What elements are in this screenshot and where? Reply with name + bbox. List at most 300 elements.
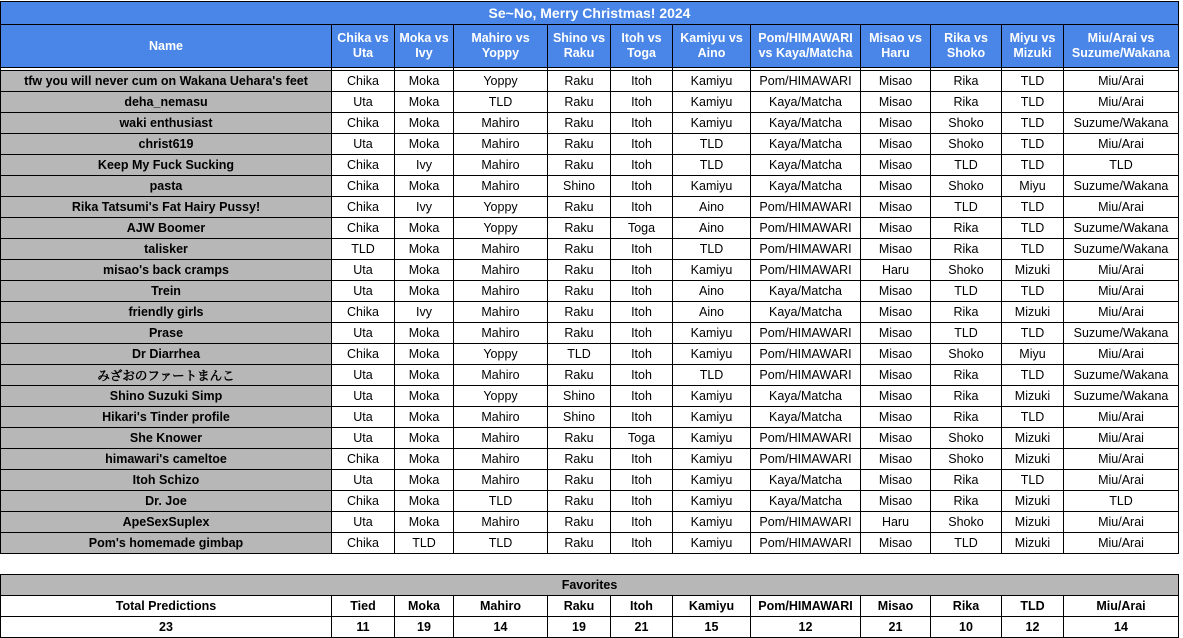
prediction-cell[interactable]: TLD — [395, 533, 454, 554]
prediction-cell[interactable]: Kaya/Matcha — [751, 92, 861, 113]
favorite-label-cell[interactable]: Pom/HIMAWARI — [751, 596, 861, 617]
prediction-cell[interactable]: Kaya/Matcha — [751, 113, 861, 134]
prediction-cell[interactable]: Mahiro — [454, 428, 548, 449]
prediction-cell[interactable]: Itoh — [611, 281, 673, 302]
prediction-cell[interactable]: Kamiyu — [673, 113, 751, 134]
prediction-cell[interactable]: Itoh — [611, 365, 673, 386]
favorite-label-cell[interactable]: Mahiro — [454, 596, 548, 617]
participant-name-cell[interactable]: Keep My Fuck Sucking — [1, 155, 332, 176]
match-column-header[interactable]: Rika vs Shoko — [931, 25, 1002, 68]
prediction-cell[interactable]: Pom/HIMAWARI — [751, 218, 861, 239]
prediction-cell[interactable]: Chika — [332, 491, 395, 512]
prediction-cell[interactable]: Aino — [673, 218, 751, 239]
prediction-cell[interactable]: Mahiro — [454, 323, 548, 344]
favorite-label-cell[interactable]: TLD — [1002, 596, 1064, 617]
prediction-cell[interactable]: Pom/HIMAWARI — [751, 197, 861, 218]
prediction-cell[interactable]: Misao — [861, 176, 931, 197]
prediction-cell[interactable]: Moka — [395, 239, 454, 260]
prediction-cell[interactable]: TLD — [454, 533, 548, 554]
prediction-cell[interactable]: TLD — [1002, 407, 1064, 428]
prediction-cell[interactable]: Yoppy — [454, 344, 548, 365]
prediction-cell[interactable]: Kaya/Matcha — [751, 155, 861, 176]
prediction-cell[interactable]: Kamiyu — [673, 449, 751, 470]
prediction-cell[interactable]: Mahiro — [454, 470, 548, 491]
match-column-header[interactable]: Mahiro vs Yoppy — [454, 25, 548, 68]
prediction-cell[interactable]: TLD — [1002, 323, 1064, 344]
prediction-cell[interactable]: Toga — [611, 218, 673, 239]
prediction-cell[interactable]: TLD — [931, 281, 1002, 302]
prediction-cell[interactable]: Itoh — [611, 323, 673, 344]
prediction-cell[interactable]: Mizuki — [1002, 449, 1064, 470]
prediction-cell[interactable]: TLD — [1002, 281, 1064, 302]
participant-name-cell[interactable]: waki enthusiast — [1, 113, 332, 134]
prediction-cell[interactable]: Shino — [548, 176, 611, 197]
prediction-cell[interactable]: Moka — [395, 407, 454, 428]
prediction-cell[interactable]: Pom/HIMAWARI — [751, 512, 861, 533]
participant-name-cell[interactable]: Shino Suzuki Simp — [1, 386, 332, 407]
prediction-cell[interactable]: Itoh — [611, 386, 673, 407]
prediction-cell[interactable]: Kaya/Matcha — [751, 134, 861, 155]
prediction-cell[interactable]: Haru — [861, 512, 931, 533]
prediction-cell[interactable]: Rika — [931, 407, 1002, 428]
favorite-count-cell[interactable]: 11 — [332, 617, 395, 638]
prediction-cell[interactable]: Miu/Arai — [1064, 71, 1179, 92]
prediction-cell[interactable]: Misao — [861, 197, 931, 218]
prediction-cell[interactable]: Uta — [332, 281, 395, 302]
participant-name-cell[interactable]: Trein — [1, 281, 332, 302]
prediction-cell[interactable]: Rika — [931, 92, 1002, 113]
prediction-cell[interactable]: TLD — [1002, 134, 1064, 155]
prediction-cell[interactable]: Chika — [332, 302, 395, 323]
prediction-cell[interactable]: Uta — [332, 365, 395, 386]
prediction-cell[interactable]: Aino — [673, 197, 751, 218]
prediction-cell[interactable]: Pom/HIMAWARI — [751, 71, 861, 92]
match-column-header[interactable]: Miyu vs Mizuki — [1002, 25, 1064, 68]
prediction-cell[interactable]: Pom/HIMAWARI — [751, 260, 861, 281]
prediction-cell[interactable]: Misao — [861, 134, 931, 155]
participant-name-cell[interactable]: AJW Boomer — [1, 218, 332, 239]
prediction-cell[interactable]: Misao — [861, 113, 931, 134]
prediction-cell[interactable]: TLD — [1002, 71, 1064, 92]
prediction-cell[interactable]: Pom/HIMAWARI — [751, 533, 861, 554]
prediction-cell[interactable]: Mahiro — [454, 134, 548, 155]
prediction-cell[interactable]: Aino — [673, 302, 751, 323]
prediction-cell[interactable]: Mahiro — [454, 260, 548, 281]
prediction-cell[interactable]: Kamiyu — [673, 176, 751, 197]
prediction-cell[interactable]: Rika — [931, 71, 1002, 92]
prediction-cell[interactable]: Ivy — [395, 197, 454, 218]
prediction-cell[interactable]: Itoh — [611, 512, 673, 533]
favorite-label-cell[interactable]: Kamiyu — [673, 596, 751, 617]
participant-name-cell[interactable]: deha_nemasu — [1, 92, 332, 113]
prediction-cell[interactable]: Miu/Arai — [1064, 470, 1179, 491]
prediction-cell[interactable]: Uta — [332, 470, 395, 491]
prediction-cell[interactable]: Moka — [395, 449, 454, 470]
favorite-label-cell[interactable]: Misao — [861, 596, 931, 617]
prediction-cell[interactable]: TLD — [673, 365, 751, 386]
prediction-cell[interactable]: Itoh — [611, 260, 673, 281]
prediction-cell[interactable]: Uta — [332, 512, 395, 533]
prediction-cell[interactable]: TLD — [548, 344, 611, 365]
prediction-cell[interactable]: Itoh — [611, 449, 673, 470]
favorite-count-cell[interactable]: 21 — [861, 617, 931, 638]
prediction-cell[interactable]: Uta — [332, 134, 395, 155]
prediction-cell[interactable]: Raku — [548, 470, 611, 491]
prediction-cell[interactable]: Uta — [332, 260, 395, 281]
total-predictions-value[interactable]: 23 — [1, 617, 332, 638]
favorite-count-cell[interactable]: 14 — [1064, 617, 1179, 638]
prediction-cell[interactable]: Chika — [332, 533, 395, 554]
prediction-cell[interactable]: Mizuki — [1002, 386, 1064, 407]
prediction-cell[interactable]: Shoko — [931, 176, 1002, 197]
prediction-cell[interactable]: Uta — [332, 92, 395, 113]
prediction-cell[interactable]: Itoh — [611, 71, 673, 92]
prediction-cell[interactable]: Miu/Arai — [1064, 197, 1179, 218]
favorite-label-cell[interactable]: Tied — [332, 596, 395, 617]
prediction-cell[interactable]: Misao — [861, 239, 931, 260]
prediction-cell[interactable]: TLD — [1002, 113, 1064, 134]
prediction-cell[interactable]: Raku — [548, 365, 611, 386]
prediction-cell[interactable]: TLD — [931, 155, 1002, 176]
prediction-cell[interactable]: Miu/Arai — [1064, 134, 1179, 155]
prediction-cell[interactable]: Miu/Arai — [1064, 260, 1179, 281]
prediction-cell[interactable]: Misao — [861, 407, 931, 428]
prediction-cell[interactable]: Itoh — [611, 134, 673, 155]
match-column-header[interactable]: Kamiyu vs Aino — [673, 25, 751, 68]
prediction-cell[interactable]: Raku — [548, 533, 611, 554]
prediction-cell[interactable]: Mahiro — [454, 512, 548, 533]
prediction-cell[interactable]: Mahiro — [454, 449, 548, 470]
favorite-count-cell[interactable]: 15 — [673, 617, 751, 638]
prediction-cell[interactable]: Pom/HIMAWARI — [751, 239, 861, 260]
prediction-cell[interactable]: Moka — [395, 176, 454, 197]
prediction-cell[interactable]: Moka — [395, 512, 454, 533]
prediction-cell[interactable]: Miu/Arai — [1064, 449, 1179, 470]
participant-name-cell[interactable]: みざおのファートまんこ — [1, 365, 332, 386]
prediction-cell[interactable]: Misao — [861, 71, 931, 92]
prediction-cell[interactable]: Moka — [395, 113, 454, 134]
participant-name-cell[interactable]: Rika Tatsumi's Fat Hairy Pussy! — [1, 197, 332, 218]
prediction-cell[interactable]: Ivy — [395, 302, 454, 323]
prediction-cell[interactable]: Aino — [673, 281, 751, 302]
prediction-cell[interactable]: Kamiyu — [673, 260, 751, 281]
prediction-cell[interactable]: Moka — [395, 386, 454, 407]
participant-name-cell[interactable]: himawari's cameltoe — [1, 449, 332, 470]
prediction-cell[interactable]: Ivy — [395, 155, 454, 176]
prediction-cell[interactable]: Moka — [395, 491, 454, 512]
prediction-cell[interactable]: Kamiyu — [673, 71, 751, 92]
prediction-cell[interactable]: Mahiro — [454, 281, 548, 302]
prediction-cell[interactable]: Raku — [548, 197, 611, 218]
prediction-cell[interactable]: Chika — [332, 113, 395, 134]
prediction-cell[interactable]: Suzume/Wakana — [1064, 386, 1179, 407]
prediction-cell[interactable]: Moka — [395, 365, 454, 386]
participant-name-cell[interactable]: Pom's homemade gimbap — [1, 533, 332, 554]
prediction-cell[interactable]: Moka — [395, 71, 454, 92]
favorites-title[interactable]: Favorites — [1, 575, 1179, 596]
prediction-cell[interactable]: TLD — [332, 239, 395, 260]
prediction-cell[interactable]: Rika — [931, 218, 1002, 239]
prediction-cell[interactable]: Itoh — [611, 176, 673, 197]
total-predictions-label[interactable]: Total Predictions — [1, 596, 332, 617]
prediction-cell[interactable]: Rika — [931, 365, 1002, 386]
prediction-cell[interactable]: Itoh — [611, 344, 673, 365]
prediction-cell[interactable]: Mizuki — [1002, 428, 1064, 449]
prediction-cell[interactable]: Misao — [861, 302, 931, 323]
favorite-count-cell[interactable]: 19 — [548, 617, 611, 638]
prediction-cell[interactable]: Miu/Arai — [1064, 302, 1179, 323]
prediction-cell[interactable]: Miu/Arai — [1064, 92, 1179, 113]
prediction-cell[interactable]: Kamiyu — [673, 533, 751, 554]
prediction-cell[interactable]: Pom/HIMAWARI — [751, 323, 861, 344]
prediction-cell[interactable]: Kamiyu — [673, 92, 751, 113]
prediction-cell[interactable]: Misao — [861, 533, 931, 554]
participant-name-cell[interactable]: Prase — [1, 323, 332, 344]
prediction-cell[interactable]: Kamiyu — [673, 323, 751, 344]
prediction-cell[interactable]: Miyu — [1002, 176, 1064, 197]
favorite-count-cell[interactable]: 10 — [931, 617, 1002, 638]
prediction-cell[interactable]: Chika — [332, 197, 395, 218]
match-column-header[interactable]: Shino vs Raku — [548, 25, 611, 68]
prediction-cell[interactable]: TLD — [1002, 218, 1064, 239]
prediction-cell[interactable]: Raku — [548, 239, 611, 260]
prediction-cell[interactable]: Chika — [332, 218, 395, 239]
prediction-cell[interactable]: Shoko — [931, 512, 1002, 533]
prediction-cell[interactable]: Misao — [861, 155, 931, 176]
prediction-cell[interactable]: Uta — [332, 428, 395, 449]
prediction-cell[interactable]: Yoppy — [454, 386, 548, 407]
match-column-header[interactable]: Misao vs Haru — [861, 25, 931, 68]
prediction-cell[interactable]: Chika — [332, 449, 395, 470]
prediction-cell[interactable]: Pom/HIMAWARI — [751, 449, 861, 470]
prediction-cell[interactable]: Mizuki — [1002, 533, 1064, 554]
prediction-cell[interactable]: TLD — [931, 533, 1002, 554]
prediction-cell[interactable]: Kaya/Matcha — [751, 281, 861, 302]
prediction-cell[interactable]: Mizuki — [1002, 512, 1064, 533]
prediction-cell[interactable]: Yoppy — [454, 71, 548, 92]
prediction-cell[interactable]: TLD — [931, 197, 1002, 218]
prediction-cell[interactable]: TLD — [1064, 491, 1179, 512]
prediction-cell[interactable]: Moka — [395, 134, 454, 155]
prediction-cell[interactable]: Mizuki — [1002, 491, 1064, 512]
prediction-cell[interactable]: Kaya/Matcha — [751, 407, 861, 428]
prediction-cell[interactable]: Moka — [395, 281, 454, 302]
prediction-cell[interactable]: Itoh — [611, 155, 673, 176]
prediction-cell[interactable]: Mahiro — [454, 302, 548, 323]
prediction-cell[interactable]: Kamiyu — [673, 428, 751, 449]
favorite-label-cell[interactable]: Miu/Arai — [1064, 596, 1179, 617]
prediction-cell[interactable]: Misao — [861, 386, 931, 407]
prediction-cell[interactable]: Raku — [548, 134, 611, 155]
prediction-cell[interactable]: TLD — [1002, 470, 1064, 491]
prediction-cell[interactable]: Haru — [861, 260, 931, 281]
favorite-count-cell[interactable]: 19 — [395, 617, 454, 638]
prediction-cell[interactable]: TLD — [1002, 239, 1064, 260]
prediction-cell[interactable]: Suzume/Wakana — [1064, 239, 1179, 260]
prediction-cell[interactable]: Suzume/Wakana — [1064, 218, 1179, 239]
prediction-cell[interactable]: Shoko — [931, 344, 1002, 365]
prediction-cell[interactable]: Raku — [548, 491, 611, 512]
prediction-cell[interactable]: Mahiro — [454, 155, 548, 176]
prediction-cell[interactable]: Shoko — [931, 449, 1002, 470]
prediction-cell[interactable]: Chika — [332, 344, 395, 365]
prediction-cell[interactable]: TLD — [1002, 155, 1064, 176]
prediction-cell[interactable]: Moka — [395, 428, 454, 449]
prediction-cell[interactable]: Kamiyu — [673, 407, 751, 428]
prediction-cell[interactable]: Itoh — [611, 197, 673, 218]
prediction-cell[interactable]: Yoppy — [454, 197, 548, 218]
prediction-cell[interactable]: Yoppy — [454, 218, 548, 239]
prediction-cell[interactable]: Rika — [931, 386, 1002, 407]
prediction-cell[interactable]: Miu/Arai — [1064, 281, 1179, 302]
participant-name-cell[interactable]: Itoh Schizo — [1, 470, 332, 491]
favorite-label-cell[interactable]: Rika — [931, 596, 1002, 617]
prediction-cell[interactable]: Shoko — [931, 134, 1002, 155]
prediction-cell[interactable]: Misao — [861, 218, 931, 239]
prediction-cell[interactable]: Raku — [548, 302, 611, 323]
prediction-cell[interactable]: Misao — [861, 92, 931, 113]
participant-name-cell[interactable]: Dr. Joe — [1, 491, 332, 512]
prediction-cell[interactable]: TLD — [673, 155, 751, 176]
prediction-cell[interactable]: Raku — [548, 71, 611, 92]
prediction-cell[interactable]: Kaya/Matcha — [751, 386, 861, 407]
prediction-cell[interactable]: Moka — [395, 92, 454, 113]
prediction-cell[interactable]: Uta — [332, 323, 395, 344]
prediction-cell[interactable]: TLD — [454, 92, 548, 113]
prediction-cell[interactable]: Miu/Arai — [1064, 428, 1179, 449]
prediction-cell[interactable]: Misao — [861, 344, 931, 365]
favorite-label-cell[interactable]: Itoh — [611, 596, 673, 617]
prediction-cell[interactable]: Rika — [931, 302, 1002, 323]
participant-name-cell[interactable]: ApeSexSuplex — [1, 512, 332, 533]
participant-name-cell[interactable]: pasta — [1, 176, 332, 197]
prediction-cell[interactable]: Mizuki — [1002, 260, 1064, 281]
prediction-cell[interactable]: Shino — [548, 386, 611, 407]
prediction-cell[interactable]: Kamiyu — [673, 512, 751, 533]
prediction-cell[interactable]: Misao — [861, 281, 931, 302]
prediction-cell[interactable]: Raku — [548, 113, 611, 134]
prediction-cell[interactable]: Itoh — [611, 113, 673, 134]
favorite-count-cell[interactable]: 14 — [454, 617, 548, 638]
prediction-cell[interactable]: Miyu — [1002, 344, 1064, 365]
prediction-cell[interactable]: Pom/HIMAWARI — [751, 344, 861, 365]
prediction-cell[interactable]: Uta — [332, 386, 395, 407]
prediction-cell[interactable]: Itoh — [611, 239, 673, 260]
prediction-cell[interactable]: Itoh — [611, 302, 673, 323]
prediction-cell[interactable]: Suzume/Wakana — [1064, 176, 1179, 197]
prediction-cell[interactable]: Raku — [548, 323, 611, 344]
participant-name-cell[interactable]: friendly girls — [1, 302, 332, 323]
prediction-cell[interactable]: Raku — [548, 281, 611, 302]
prediction-cell[interactable]: Miu/Arai — [1064, 407, 1179, 428]
favorite-count-cell[interactable]: 12 — [751, 617, 861, 638]
prediction-cell[interactable]: Rika — [931, 470, 1002, 491]
prediction-cell[interactable]: Itoh — [611, 92, 673, 113]
prediction-cell[interactable]: TLD — [454, 491, 548, 512]
prediction-cell[interactable]: Mahiro — [454, 176, 548, 197]
prediction-cell[interactable]: Rika — [931, 239, 1002, 260]
prediction-cell[interactable]: Shoko — [931, 113, 1002, 134]
favorite-count-cell[interactable]: 21 — [611, 617, 673, 638]
prediction-cell[interactable]: Misao — [861, 428, 931, 449]
prediction-cell[interactable]: Raku — [548, 449, 611, 470]
prediction-cell[interactable]: Kamiyu — [673, 470, 751, 491]
prediction-cell[interactable]: Shino — [548, 407, 611, 428]
participant-name-cell[interactable]: tfw you will never cum on Wakana Uehara's feet — [1, 71, 332, 92]
prediction-cell[interactable]: TLD — [1002, 365, 1064, 386]
prediction-cell[interactable]: Mahiro — [454, 365, 548, 386]
prediction-cell[interactable]: Misao — [861, 449, 931, 470]
participant-name-cell[interactable]: She Knower — [1, 428, 332, 449]
prediction-cell[interactable]: Itoh — [611, 470, 673, 491]
match-column-header[interactable]: Miu/Arai vs Suzume/Wakana — [1064, 25, 1179, 68]
match-column-header[interactable]: Moka vs Ivy — [395, 25, 454, 68]
favorite-label-cell[interactable]: Moka — [395, 596, 454, 617]
prediction-cell[interactable]: Mahiro — [454, 113, 548, 134]
prediction-cell[interactable]: Misao — [861, 365, 931, 386]
prediction-cell[interactable]: Miu/Arai — [1064, 344, 1179, 365]
prediction-cell[interactable]: Kaya/Matcha — [751, 470, 861, 491]
prediction-cell[interactable]: Miu/Arai — [1064, 512, 1179, 533]
prediction-cell[interactable]: Uta — [332, 407, 395, 428]
prediction-cell[interactable]: Itoh — [611, 407, 673, 428]
prediction-cell[interactable]: Suzume/Wakana — [1064, 113, 1179, 134]
prediction-cell[interactable]: TLD — [1002, 92, 1064, 113]
prediction-cell[interactable]: Moka — [395, 470, 454, 491]
prediction-cell[interactable]: Itoh — [611, 533, 673, 554]
participant-name-cell[interactable]: misao's back cramps — [1, 260, 332, 281]
prediction-cell[interactable]: Moka — [395, 323, 454, 344]
prediction-cell[interactable]: TLD — [673, 239, 751, 260]
prediction-cell[interactable]: Miu/Arai — [1064, 533, 1179, 554]
participant-name-cell[interactable]: christ619 — [1, 134, 332, 155]
prediction-cell[interactable]: Pom/HIMAWARI — [751, 428, 861, 449]
prediction-cell[interactable]: Suzume/Wakana — [1064, 365, 1179, 386]
prediction-cell[interactable]: Pom/HIMAWARI — [751, 365, 861, 386]
prediction-cell[interactable]: Raku — [548, 512, 611, 533]
prediction-cell[interactable]: Kamiyu — [673, 344, 751, 365]
match-column-header[interactable]: Pom/HIMAWARI vs Kaya/Matcha — [751, 25, 861, 68]
prediction-cell[interactable]: Mizuki — [1002, 302, 1064, 323]
prediction-cell[interactable]: TLD — [1064, 155, 1179, 176]
prediction-cell[interactable]: Kamiyu — [673, 386, 751, 407]
prediction-cell[interactable]: Raku — [548, 155, 611, 176]
sheet-title[interactable]: Se~No, Merry Christmas! 2024 — [1, 2, 1179, 25]
participant-name-cell[interactable]: talisker — [1, 239, 332, 260]
prediction-cell[interactable]: TLD — [673, 134, 751, 155]
favorite-count-cell[interactable]: 12 — [1002, 617, 1064, 638]
prediction-cell[interactable]: Moka — [395, 344, 454, 365]
prediction-cell[interactable]: Moka — [395, 218, 454, 239]
prediction-cell[interactable]: Moka — [395, 260, 454, 281]
prediction-cell[interactable]: Kamiyu — [673, 491, 751, 512]
match-column-header[interactable]: Itoh vs Toga — [611, 25, 673, 68]
prediction-cell[interactable]: Itoh — [611, 491, 673, 512]
participant-name-cell[interactable]: Dr Diarrhea — [1, 344, 332, 365]
prediction-cell[interactable]: Misao — [861, 470, 931, 491]
prediction-cell[interactable]: Rika — [931, 491, 1002, 512]
prediction-cell[interactable]: Kaya/Matcha — [751, 176, 861, 197]
prediction-cell[interactable]: Chika — [332, 176, 395, 197]
prediction-cell[interactable]: Chika — [332, 155, 395, 176]
prediction-cell[interactable]: TLD — [931, 323, 1002, 344]
prediction-cell[interactable]: Raku — [548, 428, 611, 449]
prediction-cell[interactable]: Chika — [332, 71, 395, 92]
prediction-cell[interactable]: Suzume/Wakana — [1064, 323, 1179, 344]
prediction-cell[interactable]: Toga — [611, 428, 673, 449]
match-column-header[interactable]: Chika vs Uta — [332, 25, 395, 68]
participant-name-cell[interactable]: Hikari's Tinder profile — [1, 407, 332, 428]
